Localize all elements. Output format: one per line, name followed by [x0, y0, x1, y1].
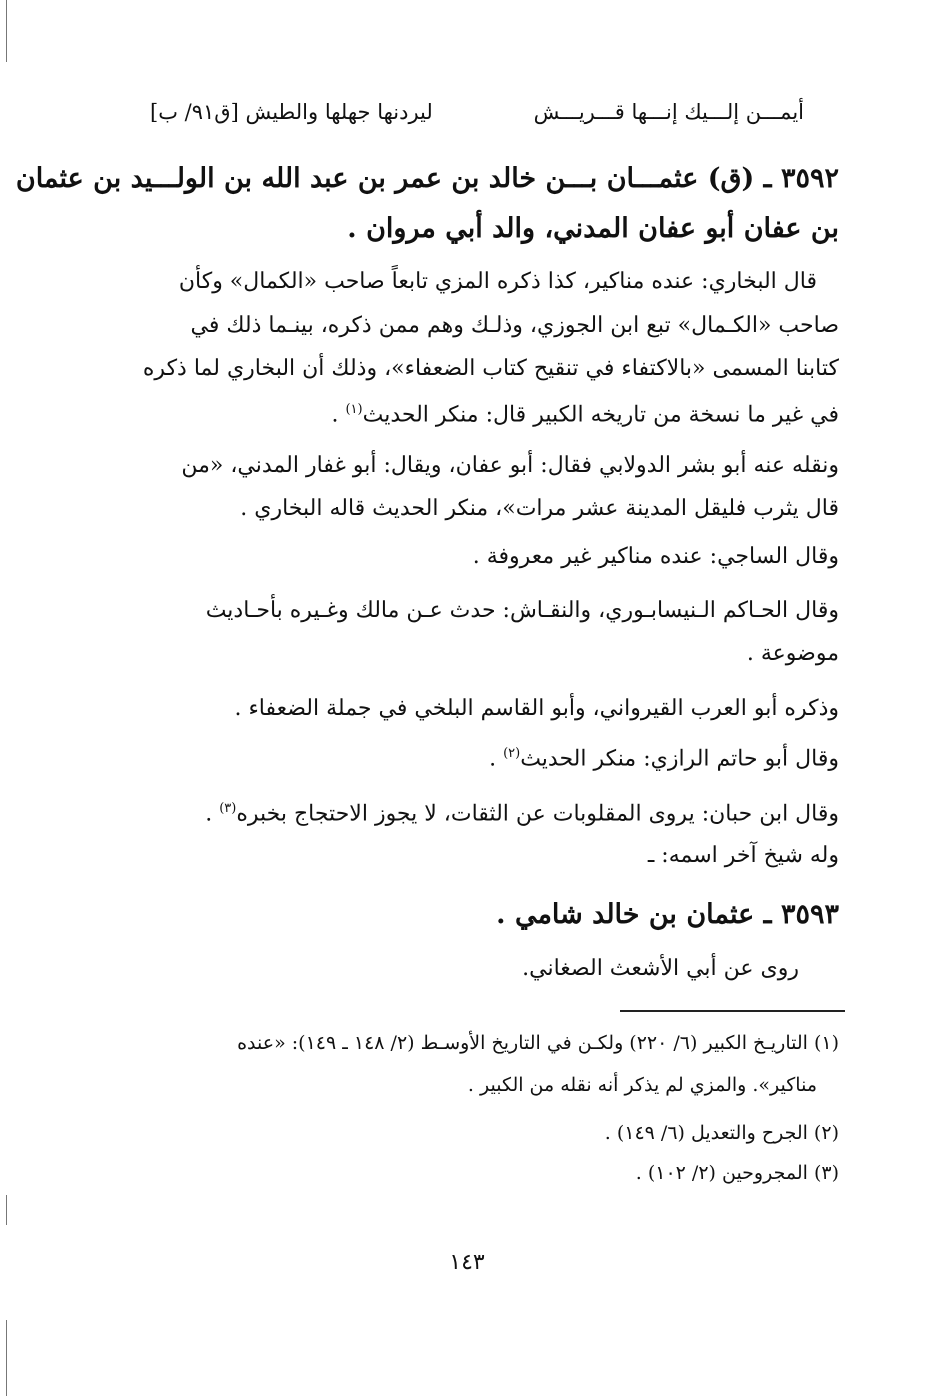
body-line: كتابنا المسمى «بالاكتفاء في تنقيح كتاب الضعفاء»، وذلك أن البخاري لما ذكره — [142, 356, 839, 381]
footnote-line: (٢) الجرح والتعديل (٦/ ١٤٩) . — [604, 1122, 839, 1144]
body-line: وله شيخ آخر اسمه: ـ — [647, 843, 839, 868]
footnote-line: مناكير». والمزي لم يذكر أنه نقله من الكبير . — [467, 1074, 817, 1096]
body-line: وقال الحـاكم الـنيسابـوري، والنقـاش: حدث عـن مالك وغـيره بأحـاديث — [205, 598, 839, 623]
body-line — [130, 396, 839, 429]
page-edge-line — [6, 1320, 7, 1396]
body-text: وقال أبو حاتم الرازي: منكر الحديث — [520, 746, 839, 772]
body-text: في غير ما نسخة من تاريخه الكبير قال: منكر الحديث — [362, 402, 839, 428]
footnote-line: (٣) المجروحين (٢/ ١٠٢) . — [635, 1162, 839, 1184]
footnote-ref: (٢) — [503, 746, 521, 761]
body-text: . — [205, 801, 220, 827]
body-line: وقال الساجي: عنده مناكير غير معروفة . — [472, 544, 839, 569]
body-line: وذكره أبو العرب القيرواني، وأبو القاسم البلخي في جملة الضعفاء . — [234, 696, 839, 721]
header-verse-right: أيمـــن إلـــيك إنـــها قـــريـــش — [533, 100, 804, 124]
body-text: . — [489, 746, 504, 772]
header-verse-left: ليردنها جهلها والطيش [ق٩١/ ب] — [150, 100, 433, 124]
footnote-separator — [620, 1010, 845, 1012]
page-number: ١٤٣ — [449, 1250, 485, 1275]
footnote-ref: (١) — [345, 402, 363, 417]
entry-title-line: ٣٥٩٣ ـ عثمان بن خالد شامي . — [496, 899, 839, 930]
entry-title-line: ٣٥٩٢ ـ (ق) عثمـــان بـــن خالد بن عمر بن عبد الله بن الولـــيد بن عثمان — [15, 163, 839, 194]
body-line — [130, 795, 839, 828]
body-line — [130, 740, 839, 773]
body-line: صاحب «الكـمال» تبع ابن الجوزي، وذلـك وهم ممن ذكره، بينـما ذلك في — [190, 313, 839, 338]
entry-title-line: بن عفان أبو عفان المدني، والد أبي مروان . — [347, 213, 839, 244]
body-text: . — [331, 402, 346, 428]
body-line: موضوعة . — [746, 641, 839, 666]
body-line: قال يثرب فليقل المدينة عشر مرات»، منكر الحديث قاله البخاري . — [240, 496, 839, 521]
page-edge-line — [6, 1195, 7, 1225]
footnote-line: (١) التاريـخ الكبير (٦/ ٢٢٠) ولكـن في التاريخ الأوسـط (٢/ ١٤٨ ـ ١٤٩): «عنده — [237, 1032, 839, 1054]
body-text: وقال ابن حبان: يروى المقلوبات عن الثقات، لا يجوز الاحتجاج بخبره — [236, 801, 839, 827]
page-edge-line — [6, 0, 7, 62]
body-line: قال البخاري: عنده مناكير، كذا ذكره المزي تابعاً صاحب «الكمال» وكأن — [178, 269, 817, 294]
body-line: ونقله عنه أبو بشر الدولابي فقال: أبو عفان، ويقال: أبو غفار المدني، «من — [181, 453, 839, 478]
footnote-ref: (٣) — [219, 801, 237, 816]
body-line: روى عن أبي الأشعث الصغاني. — [522, 956, 799, 981]
